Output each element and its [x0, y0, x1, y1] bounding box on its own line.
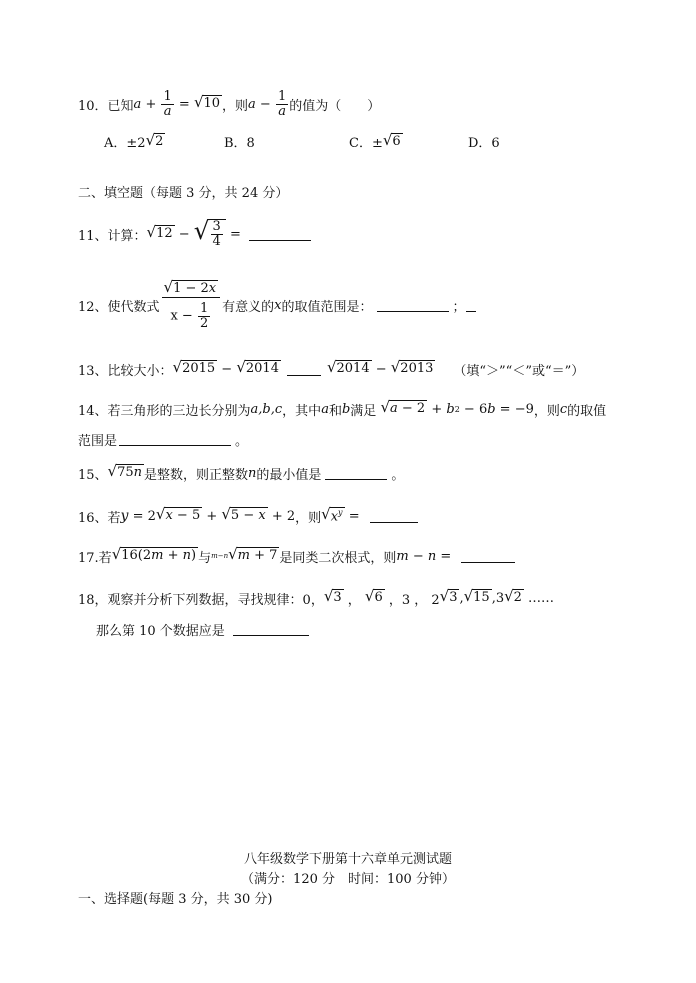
question-14: 14、若三角形的三边长分别为 a,b,c ，其中 a 和 b 满足 √ a − 2 + b 2 − 6 b = −9 ，则 c 的取值	[78, 398, 607, 419]
q15-answer-blank[interactable]	[325, 467, 387, 480]
test-subtitle: （满分：120 分 时间：100 分钟）	[241, 872, 455, 887]
question-18-line-2: 那么第 10 个数据应是	[96, 620, 313, 639]
q10-fraction-2: $\frac{1}{a}$	[277, 88, 287, 119]
q10-option-b: B．8	[224, 136, 255, 151]
q10-sqrt-10: √ 10	[193, 93, 221, 112]
q10-mid: ，则	[222, 98, 249, 114]
question-16: 16、若 y = 2 √ x − 5 + √ 5 − x + 2 ，则 √ $x^y$ =	[78, 504, 422, 528]
question-17: 17.若 √ 16(2m + n) 与 m−n √ m + 7 是同类二次根式，则 m − n =	[78, 544, 519, 568]
question-18: 18，观察并分析下列数据，寻找规律：0， √ 3 ， √ 6 ，3 ， 2 √ 3 , √ 15 ,3 √ 2 ……	[78, 587, 555, 608]
q10-suffix: 的值为（ ）	[289, 98, 381, 114]
q10-option-d: D．6	[468, 136, 500, 151]
question-14-line-2: 范围是 。	[78, 434, 249, 449]
question-15: 15、 √ 75n 是整数，则正整数 n 的最小值是 。	[78, 462, 405, 483]
q10-option-a: A．±2 √ 2	[104, 130, 164, 151]
q10-option-c: C．± √ 6	[349, 130, 401, 151]
q10-fraction-1: $\frac{1}{a}$	[163, 88, 172, 119]
q16-answer-blank[interactable]	[370, 510, 418, 523]
question-12: 12、使代数式 √ 1 − 2x x − $\frac{1}{2}$ 有意义的 x 的取值范围是： ；	[78, 274, 480, 336]
q10-prefix: 10．已知	[78, 98, 134, 114]
section-1-heading: 一、选择题(每题 3 分，共 30 分)	[78, 892, 273, 907]
question-13: 13、比较大小： √ 2015 − √ 2014 √ 2014 − √ 2013 （填“＞”“＜”或“＝”）	[78, 358, 585, 379]
q17-answer-blank[interactable]	[461, 550, 515, 563]
question-10: 10．已知 a + $\frac{1}{a}$ = √ 10 ，则 a − $\frac{1}{a}$ 的值为（ ）	[78, 88, 381, 119]
test-title: 八年级数学下册第十六章单元测试题	[243, 852, 452, 867]
section-2-heading: 二、填空题（每题 3 分，共 24 分）	[78, 186, 289, 201]
q14-answer-blank[interactable]	[119, 433, 231, 446]
q12-answer-blank[interactable]	[377, 299, 449, 312]
q11-answer-blank[interactable]	[249, 228, 311, 241]
q18-answer-blank[interactable]	[233, 623, 309, 636]
q13-answer-blank[interactable]	[287, 363, 321, 376]
question-11: 11、计算： √ 12 − √ $\frac{3}{4}$ =	[78, 212, 315, 256]
